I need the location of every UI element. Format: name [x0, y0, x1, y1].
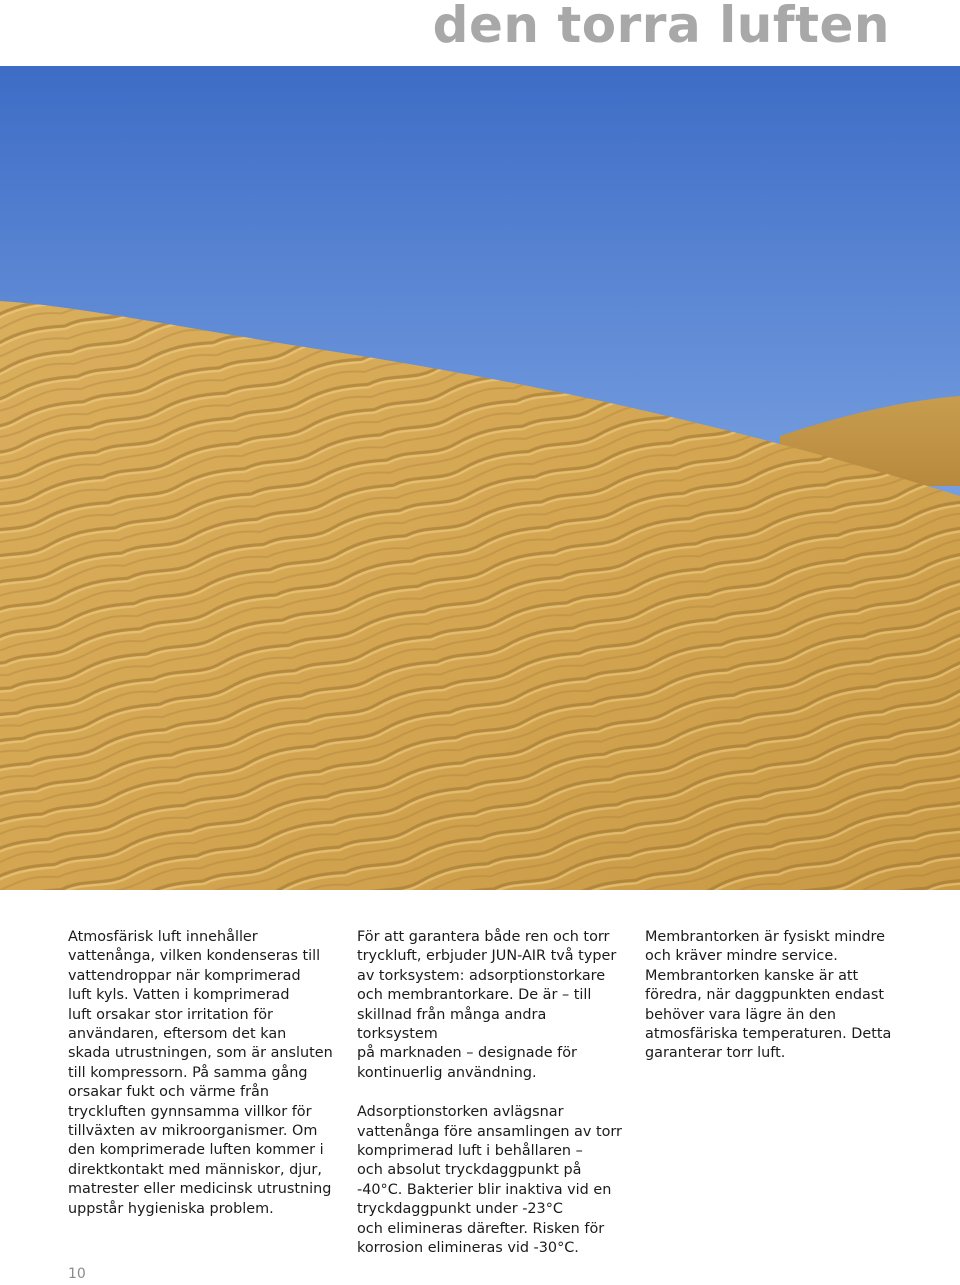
text-column-3	[645, 928, 910, 1084]
paragraph: För att garantera både ren och torr tryckluft, erbjuder JUN-AIR två typer av torksystem: adsorptionstorkare och membrantorkare. De är – till skillnad från många andra torksystem på marknaden – designade för kontinuerlig användning.	[357, 929, 617, 1081]
paragraph: Atmosfärisk luft innehåller vattenånga, vilken kondenseras till vattendroppar när komprimerad luft kyls. Vatten i komprimerad luft orsakar stor irritation för användaren, eftersom det kan skada utrustningen, som är ansluten till kompressorn. På samma gång orsakar fukt och värme från tryckluften gynnsamma villkor för tillväxten av mikroorganismer. Om den komprimerade luften kommer i direktkontakt med människor, djur, matrester eller medicinsk utrustning uppstår hygieniska problem.	[68, 929, 333, 1217]
page-number: 10	[68, 1266, 86, 1282]
paragraph: Adsorptionstorken avlägsnar vattenånga före ansamlingen av torr komprimerad luft i behållaren – och absolut tryckdaggpunkt på -40°C. Bakterier blir inaktiva vid en tryckdaggpunkt under -23°C och elimineras därefter. Risken för korrosion elimineras vid -30°C.	[357, 1104, 622, 1257]
page-title: den torra luften	[432, 0, 890, 54]
paragraph: Membrantorken är fysiskt mindre och kräver mindre service. Membrantorken kanske är att föredra, när daggpunkten endast behöver vara lägre än den atmosfäriska temperaturen. Detta garanterar torr luft.	[645, 929, 892, 1062]
sand-dune-photo	[0, 66, 960, 890]
text-column-2	[357, 928, 622, 1279]
text-column-1	[68, 928, 333, 1239]
